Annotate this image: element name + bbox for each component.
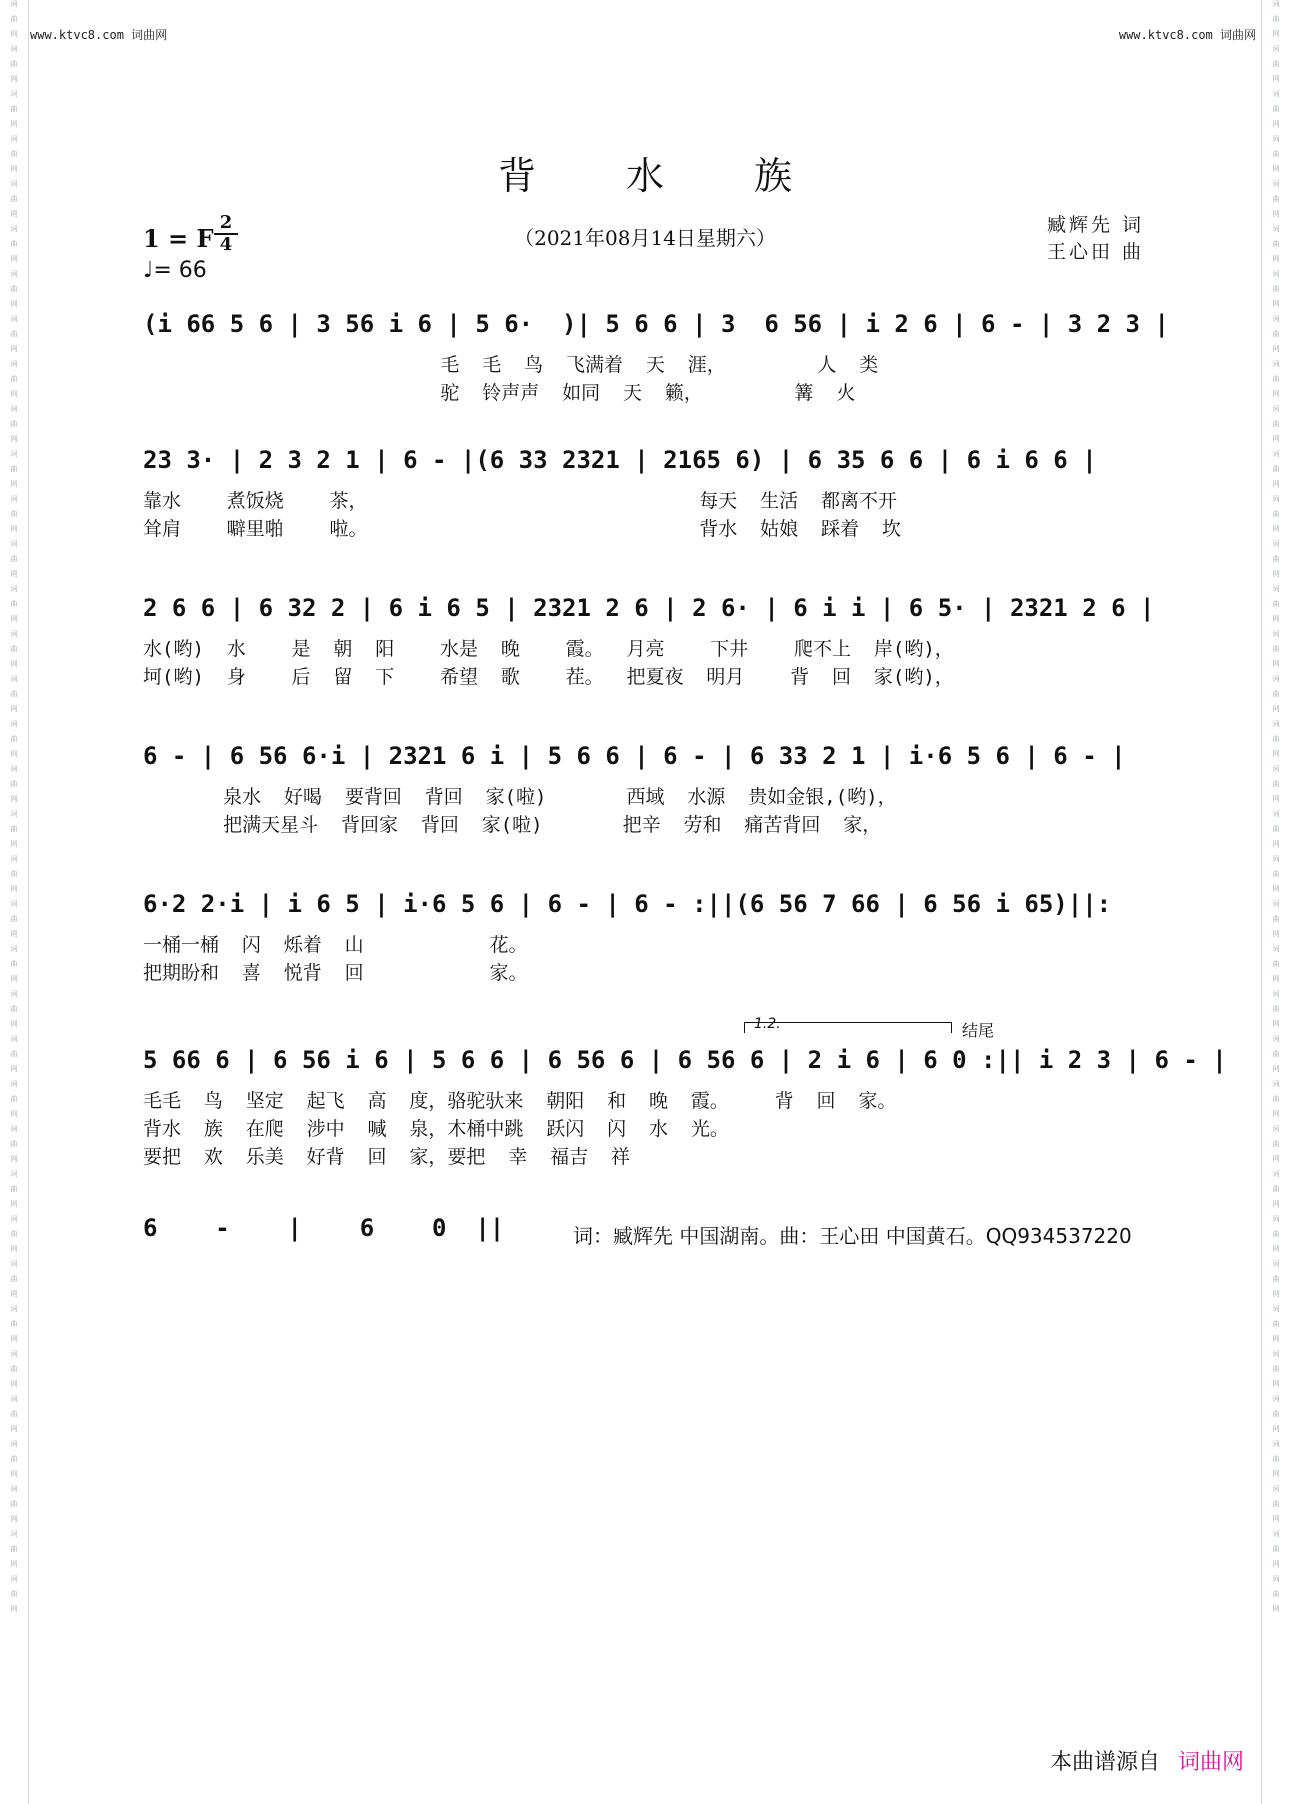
right-watermark-strip <box>1262 0 1290 1804</box>
watermark-glyph: 曲 <box>10 1500 18 1508</box>
watermark-glyph: 词 <box>10 180 18 188</box>
watermark-glyph: 曲 <box>1272 915 1280 923</box>
watermark-glyph: 网 <box>10 660 18 668</box>
watermark-glyph: 曲 <box>10 1185 18 1193</box>
watermark-glyph: 曲 <box>1272 825 1280 833</box>
watermark-glyph: 词 <box>10 1440 18 1448</box>
watermark-glyph: 网 <box>10 435 18 443</box>
watermark-glyph: 网 <box>10 930 18 938</box>
watermark-glyph: 曲 <box>1272 1185 1280 1193</box>
notes-line: 2 6 6 | 6 32 2 | 6 i 6 5 | 2321 2 6 | 2 6· | 6 i i | 6 5· | 2321 2 6 | <box>143 594 1155 622</box>
watermark-glyph: 词 <box>1272 1395 1280 1403</box>
date-line: （2021年08月14日星期六） <box>514 226 776 250</box>
watermark-glyph: 曲 <box>10 1050 18 1058</box>
watermark-glyph: 词 <box>10 1485 18 1493</box>
watermark-glyph: 词 <box>1272 495 1280 503</box>
watermark-glyph: 曲 <box>1272 60 1280 68</box>
watermark-glyph: 词 <box>10 315 18 323</box>
watermark-glyph: 词 <box>10 135 18 143</box>
watermark-glyph: 曲 <box>1272 960 1280 968</box>
watermark-glyph: 词 <box>1272 1575 1280 1583</box>
watermark-glyph: 词 <box>1272 225 1280 233</box>
watermark-glyph: 曲 <box>1272 420 1280 428</box>
watermark-glyph: 词 <box>10 270 18 278</box>
watermark-glyph: 网 <box>1272 1065 1280 1073</box>
watermark-glyph: 词 <box>10 1350 18 1358</box>
footer-source <box>1050 1745 1244 1776</box>
watermark-glyph: 网 <box>10 1425 18 1433</box>
watermark-glyph: 曲 <box>10 1095 18 1103</box>
watermark-glyph: 曲 <box>10 330 18 338</box>
notes-line: 6 - | 6 56 6·i | 2321 6 i | 5 6 6 | 6 - | 6 33 2 1 | i·6 5 6 | 6 - | <box>143 742 1126 770</box>
watermark-glyph: 曲 <box>1272 105 1280 113</box>
watermark-glyph: 词 <box>1272 675 1280 683</box>
watermark-glyph: 词 <box>10 1080 18 1088</box>
notes-line: 6·2 2·i | i 6 5 | i·6 5 6 | 6 - | 6 - :||(6 56 7 66 | 6 56 i 65)||: <box>143 890 1112 918</box>
watermark-glyph: 网 <box>10 480 18 488</box>
watermark-glyph: 曲 <box>10 1455 18 1463</box>
watermark-glyph: 词 <box>10 765 18 773</box>
watermark-glyph: 词 <box>1272 405 1280 413</box>
watermark-glyph: 词 <box>10 1575 18 1583</box>
watermark-glyph: 曲 <box>10 1275 18 1283</box>
watermark-glyph: 曲 <box>10 870 18 878</box>
watermark-glyph: 词 <box>1272 1440 1280 1448</box>
watermark-glyph: 网 <box>10 525 18 533</box>
score-system-7 <box>143 1214 1148 1254</box>
watermark-glyph: 词 <box>1272 1305 1280 1313</box>
watermark-glyph: 网 <box>10 1110 18 1118</box>
watermark-glyph: 词 <box>10 675 18 683</box>
left-border <box>28 0 29 1804</box>
watermark-glyph: 曲 <box>1272 645 1280 653</box>
lyric-verse-2: 把满天星斗 背回家 背回 家(啦) 把辛 劳和 痛苦背回 家， <box>143 814 882 836</box>
watermark-glyph: 网 <box>1272 975 1280 983</box>
watermark-glyph: 网 <box>1272 1425 1280 1433</box>
watermark-glyph: 词 <box>1272 315 1280 323</box>
watermark-glyph: 网 <box>1272 75 1280 83</box>
watermark-glyph: 网 <box>1272 255 1280 263</box>
watermark-glyph: 网 <box>10 1560 18 1568</box>
watermark-glyph: 词 <box>10 630 18 638</box>
watermark-glyph: 网 <box>10 795 18 803</box>
watermark-glyph: 曲 <box>10 600 18 608</box>
header-site-right[interactable]: www.ktvc8.com 词曲网 <box>1118 28 1256 42</box>
volta-bracket <box>744 1022 952 1033</box>
watermark-glyph: 词 <box>1272 630 1280 638</box>
watermark-glyph: 网 <box>10 885 18 893</box>
watermark-glyph: 词 <box>1272 1170 1280 1178</box>
watermark-glyph: 词 <box>10 1125 18 1133</box>
lyric-verse-1: 靠水 煮饭烧 茶， 每天 生活 都离不开 <box>143 490 897 512</box>
watermark-glyph: 网 <box>1272 1020 1280 1028</box>
watermark-glyph: 网 <box>1272 1245 1280 1253</box>
watermark-glyph: 词 <box>10 45 18 53</box>
score-system-2 <box>143 446 1148 542</box>
watermark-glyph: 网 <box>10 165 18 173</box>
watermark-glyph: 曲 <box>10 1410 18 1418</box>
watermark-glyph: 网 <box>1272 1470 1280 1478</box>
watermark-glyph: 词 <box>1272 1035 1280 1043</box>
watermark-glyph: 网 <box>1272 1515 1280 1523</box>
watermark-glyph: 网 <box>1272 165 1280 173</box>
watermark-glyph: 曲 <box>10 1320 18 1328</box>
watermark-glyph: 词 <box>10 540 18 548</box>
watermark-glyph: 曲 <box>10 1545 18 1553</box>
watermark-glyph: 曲 <box>10 240 18 248</box>
watermark-glyph: 词 <box>10 900 18 908</box>
watermark-glyph: 词 <box>1272 855 1280 863</box>
footer-source-text: 本曲谱源自 <box>1049 1750 1160 1775</box>
watermark-glyph: 网 <box>10 1155 18 1163</box>
watermark-glyph: 词 <box>10 225 18 233</box>
right-border <box>1261 0 1262 1804</box>
watermark-glyph: 曲 <box>10 735 18 743</box>
watermark-glyph: 曲 <box>1272 1275 1280 1283</box>
watermark-glyph: 曲 <box>10 1005 18 1013</box>
watermark-glyph: 词 <box>1272 900 1280 908</box>
watermark-glyph: 曲 <box>10 465 18 473</box>
watermark-glyph: 网 <box>1272 570 1280 578</box>
watermark-glyph: 网 <box>10 840 18 848</box>
watermark-glyph: 词 <box>10 720 18 728</box>
tempo-mark: ♩= 66 <box>143 258 207 283</box>
watermark-glyph: 网 <box>1272 885 1280 893</box>
watermark-glyph: 曲 <box>10 690 18 698</box>
watermark-glyph: 曲 <box>10 15 18 23</box>
watermark-glyph: 词 <box>1272 540 1280 548</box>
notes-line: 5 66 6 | 6 56 i 6 | 5 6 6 | 6 56 6 | 6 56 6 | 2 i 6 | 6 0 :|| i 2 3 | 6 - | <box>143 1046 1227 1074</box>
watermark-glyph: 曲 <box>10 960 18 968</box>
watermark-glyph: 网 <box>1272 615 1280 623</box>
watermark-glyph: 网 <box>1272 1380 1280 1388</box>
watermark-glyph: 词 <box>10 405 18 413</box>
watermark-glyph: 曲 <box>10 1365 18 1373</box>
lyric-verse-2: 耸肩 噼里啪 啦。 背水 姑娘 踩着 坎 <box>143 518 901 540</box>
watermark-glyph: 曲 <box>1272 150 1280 158</box>
watermark-glyph: 曲 <box>1272 1230 1280 1238</box>
lyric-verse-3: 要把 欢 乐美 好背 回 家，要把 幸 福吉 祥 <box>143 1146 631 1168</box>
watermark-glyph: 网 <box>10 1605 18 1613</box>
watermark-glyph: 词 <box>10 1260 18 1268</box>
watermark-glyph: 曲 <box>10 555 18 563</box>
watermark-glyph: 网 <box>1272 210 1280 218</box>
watermark-glyph: 曲 <box>1272 1365 1280 1373</box>
watermark-glyph: 词 <box>1272 1260 1280 1268</box>
watermark-glyph: 词 <box>1272 0 1280 8</box>
watermark-glyph: 词 <box>1272 90 1280 98</box>
watermark-glyph: 网 <box>10 1200 18 1208</box>
watermark-glyph: 曲 <box>10 1140 18 1148</box>
watermark-glyph: 网 <box>1272 345 1280 353</box>
watermark-glyph: 词 <box>10 1530 18 1538</box>
watermark-glyph: 曲 <box>1272 1590 1280 1598</box>
watermark-glyph: 词 <box>1272 1350 1280 1358</box>
lyric-verse-2: 背水 族 在爬 涉中 喊 泉，木桶中跳 跃闪 闪 水 光。 <box>143 1118 729 1140</box>
meter-top: 2 <box>219 212 233 233</box>
watermark-glyph: 词 <box>10 90 18 98</box>
watermark-glyph: 词 <box>1272 1485 1280 1493</box>
left-watermark-strip <box>0 0 28 1804</box>
watermark-glyph: 曲 <box>10 1230 18 1238</box>
score-system-3 <box>143 594 1155 690</box>
watermark-glyph: 词 <box>10 855 18 863</box>
watermark-glyph: 曲 <box>1272 1005 1280 1013</box>
meter-bottom: 4 <box>219 234 233 255</box>
lyricist-credit: 臧辉先 词 <box>1046 214 1144 236</box>
watermark-glyph: 词 <box>10 360 18 368</box>
watermark-glyph: 曲 <box>10 510 18 518</box>
watermark-glyph: 曲 <box>1272 1455 1280 1463</box>
watermark-glyph: 词 <box>1272 720 1280 728</box>
watermark-glyph: 词 <box>1272 945 1280 953</box>
watermark-glyph: 词 <box>1272 1215 1280 1223</box>
song-title: 背水族 <box>497 154 882 198</box>
lyric-verse-1: 泉水 好喝 要背回 背回 家(啦) 西域 水源 贵如金银,(哟)， <box>143 786 897 808</box>
watermark-glyph: 网 <box>10 210 18 218</box>
watermark-glyph: 词 <box>1272 810 1280 818</box>
watermark-glyph: 曲 <box>1272 735 1280 743</box>
watermark-glyph: 网 <box>1272 30 1280 38</box>
notes-line: 23 3· | 2 3 2 1 | 6 - |(6 33 2321 | 2165 6) | 6 35 6 6 | 6 i 6 6 | <box>143 446 1097 474</box>
watermark-glyph: 曲 <box>10 150 18 158</box>
lyric-verse-1: 水(哟) 水 是 朝 阳 水是 晚 霞。 月亮 下井 爬不上 岸(哟)， <box>143 638 954 660</box>
watermark-glyph: 曲 <box>10 1590 18 1598</box>
watermark-glyph: 网 <box>10 615 18 623</box>
watermark-glyph: 曲 <box>1272 15 1280 23</box>
watermark-glyph: 网 <box>10 30 18 38</box>
composer-credit: 王心田 曲 <box>1046 241 1144 263</box>
footer-brand-link[interactable]: 词曲网 <box>1177 1750 1244 1775</box>
watermark-glyph: 网 <box>10 1290 18 1298</box>
watermark-glyph: 曲 <box>10 105 18 113</box>
watermark-glyph: 词 <box>10 450 18 458</box>
watermark-glyph: 网 <box>10 975 18 983</box>
watermark-glyph: 词 <box>10 1035 18 1043</box>
watermark-glyph: 网 <box>1272 390 1280 398</box>
watermark-glyph: 网 <box>1272 795 1280 803</box>
watermark-glyph: 词 <box>1272 990 1280 998</box>
lyric-verse-2: 驼 铃声声 如同 天 籁， 篝 火 <box>143 382 856 404</box>
watermark-glyph: 词 <box>10 0 18 8</box>
watermark-glyph: 词 <box>10 1395 18 1403</box>
watermark-glyph: 网 <box>10 1470 18 1478</box>
watermark-glyph: 网 <box>10 1020 18 1028</box>
watermark-glyph: 曲 <box>1272 285 1280 293</box>
score-system-5 <box>143 890 1148 986</box>
watermark-glyph: 曲 <box>1272 870 1280 878</box>
watermark-glyph: 网 <box>1272 1290 1280 1298</box>
watermark-glyph: 曲 <box>10 375 18 383</box>
watermark-glyph: 曲 <box>1272 330 1280 338</box>
watermark-glyph: 词 <box>1272 135 1280 143</box>
watermark-glyph: 网 <box>1272 930 1280 938</box>
watermark-glyph: 网 <box>10 1065 18 1073</box>
volta-ending-mark: 1.2. <box>754 1016 781 1032</box>
watermark-glyph: 曲 <box>10 60 18 68</box>
watermark-glyph: 网 <box>1272 435 1280 443</box>
watermark-glyph: 词 <box>10 1305 18 1313</box>
watermark-glyph: 曲 <box>10 285 18 293</box>
watermark-glyph: 网 <box>10 705 18 713</box>
credits-line: 词：臧辉先 中国湖南。曲：王心田 中国黄石。QQ934537220 <box>573 1223 1132 1248</box>
watermark-glyph: 网 <box>1272 1335 1280 1343</box>
watermark-glyph: 网 <box>1272 705 1280 713</box>
watermark-glyph: 曲 <box>1272 600 1280 608</box>
watermark-glyph: 曲 <box>10 780 18 788</box>
watermark-glyph: 网 <box>1272 120 1280 128</box>
watermark-glyph: 曲 <box>1272 1320 1280 1328</box>
watermark-glyph: 曲 <box>10 825 18 833</box>
watermark-glyph: 曲 <box>1272 510 1280 518</box>
watermark-glyph: 网 <box>1272 1200 1280 1208</box>
watermark-glyph: 网 <box>1272 480 1280 488</box>
score-system-4 <box>143 742 1148 838</box>
watermark-glyph: 曲 <box>1272 375 1280 383</box>
watermark-glyph: 曲 <box>1272 1095 1280 1103</box>
watermark-glyph: 词 <box>1272 1530 1280 1538</box>
watermark-glyph: 词 <box>1272 360 1280 368</box>
watermark-glyph: 词 <box>10 585 18 593</box>
watermark-glyph: 词 <box>1272 450 1280 458</box>
watermark-glyph: 词 <box>1272 1125 1280 1133</box>
watermark-glyph: 网 <box>10 1515 18 1523</box>
watermark-glyph: 网 <box>1272 660 1280 668</box>
coda-label: 结尾 <box>962 1021 995 1040</box>
watermark-glyph: 网 <box>10 570 18 578</box>
watermark-glyph: 曲 <box>1272 1410 1280 1418</box>
watermark-glyph: 曲 <box>10 420 18 428</box>
watermark-glyph: 词 <box>1272 1080 1280 1088</box>
watermark-glyph: 网 <box>10 1335 18 1343</box>
lyric-verse-1: 一桶一桶 闪 烁着 山 花。 <box>143 934 528 956</box>
watermark-glyph: 词 <box>10 810 18 818</box>
watermark-glyph: 网 <box>10 390 18 398</box>
watermark-glyph: 网 <box>1272 525 1280 533</box>
watermark-glyph: 词 <box>1272 585 1280 593</box>
watermark-glyph: 网 <box>10 300 18 308</box>
watermark-glyph: 网 <box>1272 1605 1280 1613</box>
watermark-glyph: 网 <box>1272 1110 1280 1118</box>
watermark-glyph: 网 <box>1272 1560 1280 1568</box>
watermark-glyph: 词 <box>10 495 18 503</box>
watermark-glyph: 词 <box>1272 180 1280 188</box>
watermark-glyph: 词 <box>1272 270 1280 278</box>
watermark-glyph: 曲 <box>1272 465 1280 473</box>
watermark-glyph: 曲 <box>10 645 18 653</box>
watermark-glyph: 网 <box>10 750 18 758</box>
header-site-left[interactable]: www.ktvc8.com 词曲网 <box>30 28 168 42</box>
watermark-glyph: 词 <box>10 945 18 953</box>
watermark-glyph: 曲 <box>10 915 18 923</box>
watermark-glyph: 曲 <box>1272 1500 1280 1508</box>
watermark-glyph: 曲 <box>1272 240 1280 248</box>
watermark-glyph: 网 <box>1272 300 1280 308</box>
watermark-glyph: 词 <box>10 1170 18 1178</box>
watermark-glyph: 曲 <box>1272 1545 1280 1553</box>
watermark-glyph: 词 <box>10 990 18 998</box>
score-system-1 <box>143 310 1169 406</box>
notes-line: 6 - | 6 0 || <box>143 1214 505 1242</box>
notes-line: (i 66 5 6 | 3 56 i 6 | 5 6· )| 5 6 6 | 3 6 56 | i 2 6 | 6 - | 3 2 3 | <box>143 310 1169 338</box>
watermark-glyph: 网 <box>10 345 18 353</box>
lyric-verse-2: 把期盼和 喜 悦背 回 家。 <box>143 962 528 984</box>
lyric-verse-2: 坷(哟) 身 后 留 下 希望 歌 茬。 把夏夜 明月 背 回 家(哟)， <box>143 666 954 688</box>
watermark-glyph: 网 <box>10 255 18 263</box>
lyric-verse-1: 毛毛 鸟 坚定 起飞 高 度，骆驼驮来 朝阳 和 晚 霞。 背 回 家。 <box>143 1090 897 1112</box>
watermark-glyph: 曲 <box>1272 195 1280 203</box>
watermark-glyph: 曲 <box>10 195 18 203</box>
watermark-glyph: 曲 <box>1272 1050 1280 1058</box>
lyric-verse-1: 毛 毛 鸟 飞满着 天 涯， 人 类 <box>143 354 879 376</box>
watermark-glyph: 词 <box>1272 45 1280 53</box>
key-signature: 1 = F <box>143 224 214 253</box>
watermark-glyph: 网 <box>1272 1155 1280 1163</box>
watermark-glyph: 词 <box>10 1215 18 1223</box>
watermark-glyph: 网 <box>1272 840 1280 848</box>
watermark-glyph: 曲 <box>1272 555 1280 563</box>
watermark-glyph: 曲 <box>1272 1140 1280 1148</box>
watermark-glyph: 网 <box>10 1245 18 1253</box>
watermark-glyph: 曲 <box>1272 780 1280 788</box>
watermark-glyph: 词 <box>1272 765 1280 773</box>
watermark-glyph: 网 <box>10 75 18 83</box>
watermark-glyph: 网 <box>10 1380 18 1388</box>
score-system-6 <box>143 1046 1227 1170</box>
watermark-glyph: 曲 <box>1272 690 1280 698</box>
watermark-glyph: 网 <box>10 120 18 128</box>
watermark-glyph: 网 <box>1272 750 1280 758</box>
